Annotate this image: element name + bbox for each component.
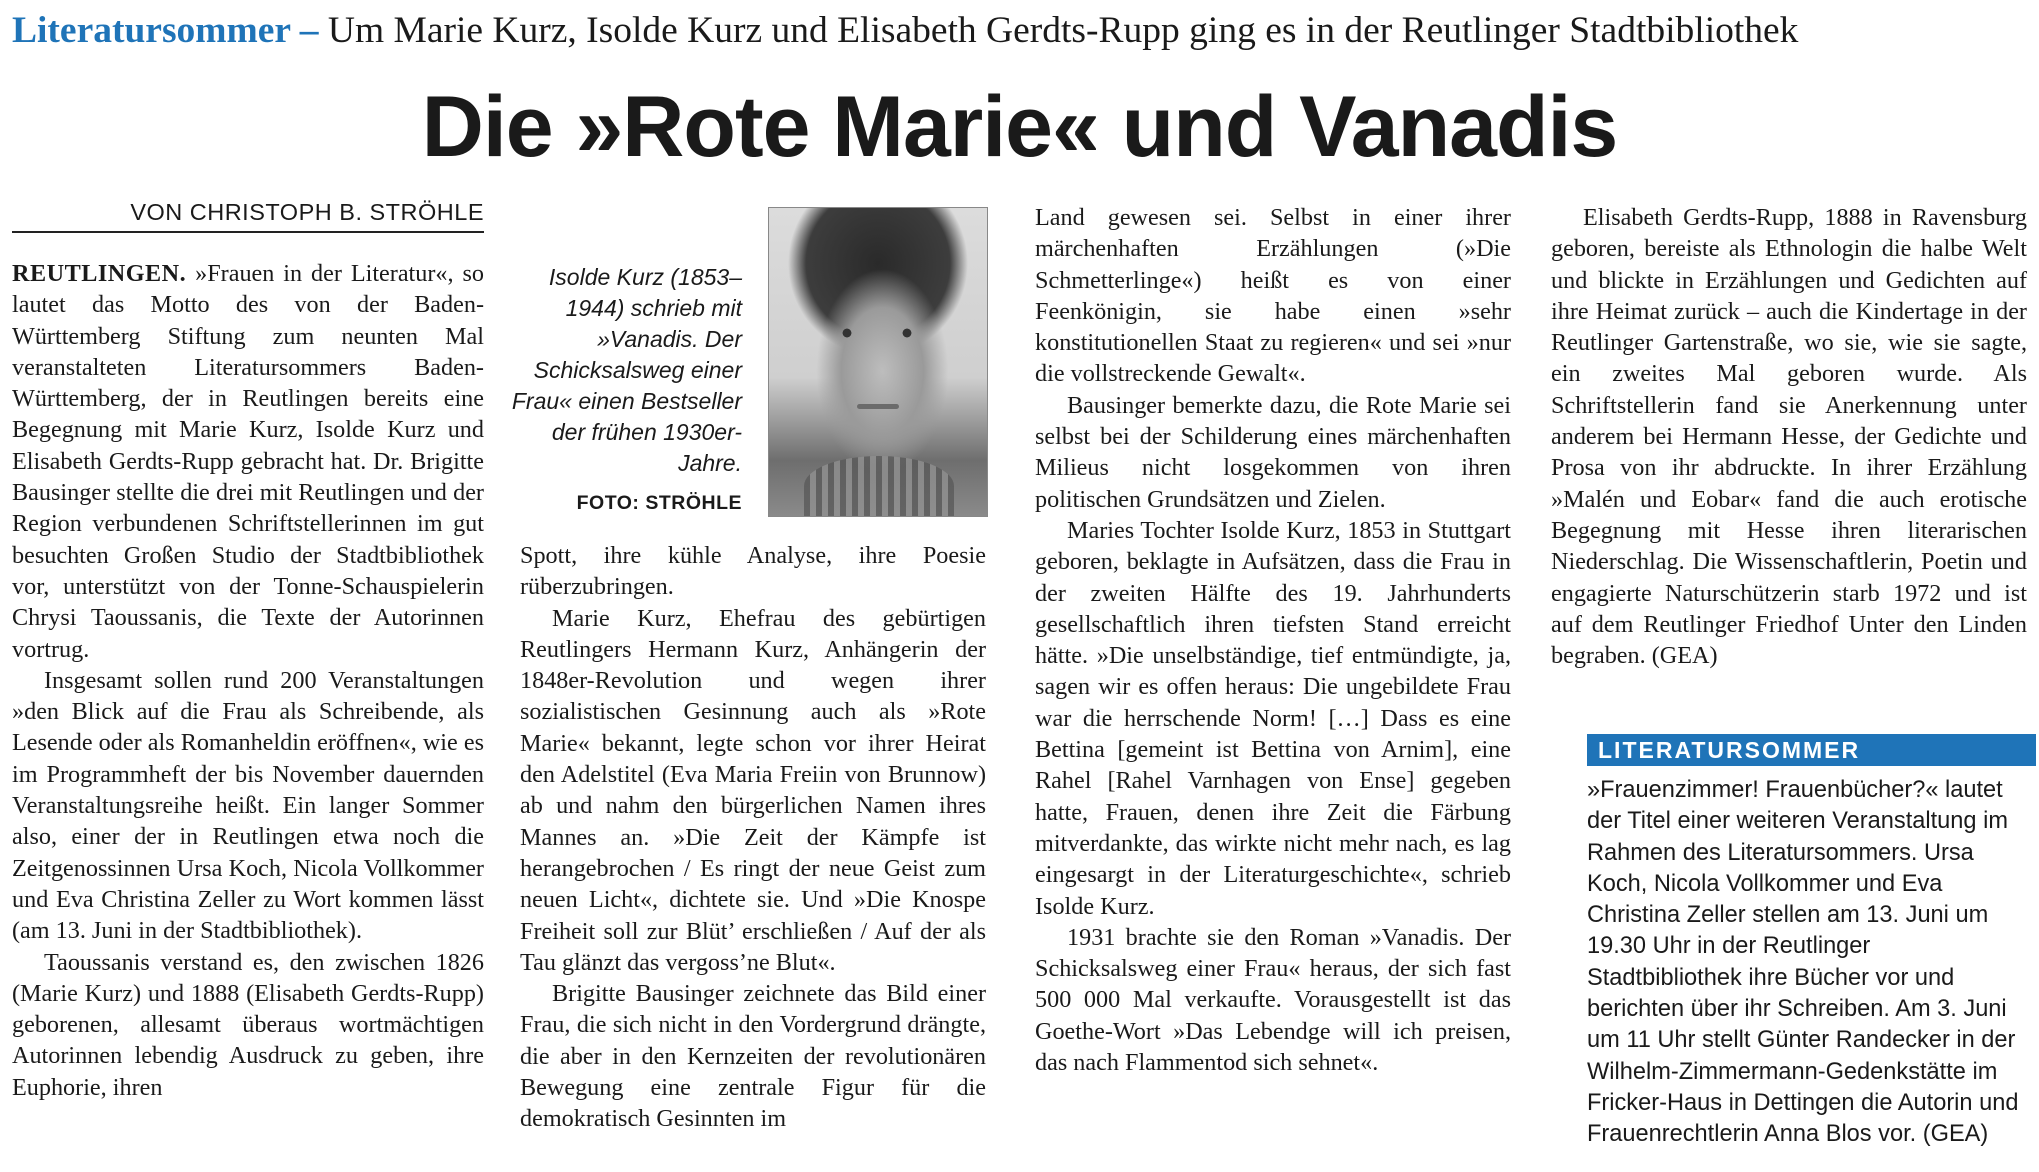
kicker-line bbox=[12, 10, 2032, 51]
paragraph: Brigitte Bausinger zeichnete das Bild einer Frau, die sich nicht in den Vordergrund drängte, die aber in den Kernzeiten der revolutionären Bewegung eine zentrale Figur für die demokratisch Gesinnten im bbox=[520, 980, 986, 1133]
portrait-collar bbox=[804, 456, 954, 516]
paragraph: Marie Kurz, Ehefrau des gebürtigen Reutlingers Hermann Kurz, Anhängerin der 1848er-Revolution und wegen ihrer sozialistischen Gesinnung auch als »Rote Marie« bekannt, legte schon vor ihrer Heirat den Adelstitel (Eva Maria Freiin von Brunnow) ab und nahm den bürgerlichen Namen ihres Mannes an. »Die Zeit der Kämpfe ist herangebrochen / Es ringt der neue Geist zum neuen Licht«, dichtete sie. Und »Die Knospe Freiheit soll zur Blüt’ erschließen / Auf der als Tau glänzt das vergoss’ne Blut«. bbox=[520, 604, 986, 976]
portrait-photo bbox=[768, 207, 988, 517]
portrait-eyes bbox=[829, 326, 925, 340]
headline: Die »Rote Marie« und Vanadis bbox=[421, 79, 1618, 175]
article-column-4 bbox=[1551, 202, 2027, 702]
dateline: REUTLINGEN. bbox=[12, 260, 187, 287]
article-column-1 bbox=[12, 258, 484, 1158]
paragraph: Maries Tochter Isolde Kurz, 1853 in Stuttgart geboren, beklagte in Aufsätzen, dass die Frau in der zweiten Hälfte des 19. Jahrhunderts gesellschaftlich ihren tiefsten Stand erreicht hätte. »Die unselbständige, tief entmündigte, ja, sagen wir es offen heraus: Die ungebildete Frau war die herrschende Norm! […] Dass es eine Bettina [gemeint ist Bettina von Arnim], eine Rahel [Rahel Varnhagen von Ense] gegeben hatte, Frauen, denen ihre Zeit die Färbung mitverdankte, das wirkte nicht mehr nach, es lag eingesargt in der Literaturgeschichte«, schrieb Isolde Kurz. bbox=[1035, 516, 1511, 920]
paragraph: Bausinger bemerkte dazu, die Rote Marie sei selbst bei der Schilderung eines märchenhaften Milieus nicht losgekommen von ihren politischen Grundsätzen und Zielen. bbox=[1035, 391, 1511, 513]
paragraph: Insgesamt sollen rund 200 Veranstaltungen »den Blick auf die Frau als Schreibende, als Lesende oder als Romanheldin eröffnen«, wie es im Programmheft der bis November dauernden Veranstaltungsreihe heißt. Ein langer Sommer also, einer der in Reutlingen etwa noch die Zeitgenossinnen Ursa Koch, Nicola Vollkommer und Eva Christina Zeller zu Wort kommen lässt (am 13. Juni in der Stadtbibliothek). bbox=[12, 666, 484, 945]
paragraph: 1931 brachte sie den Roman »Vanadis. Der Schicksalsweg einer Frau« heraus, der sich fast 500 000 Mal verkaufte. Vorausgestellt ist das Goethe-Wort »Das Lebendge will ich preisen, das nach Flammentod sich sehnet«. bbox=[1035, 923, 1511, 1077]
kicker-text: Um Marie Kurz, Isolde Kurz und Elisabeth Gerdts-Rupp ging es in der Reutlinger Stadtbibliothek bbox=[318, 10, 1799, 51]
byline: VON CHRISTOPH B. STRÖHLE bbox=[12, 199, 484, 233]
infobox-text: »Frauenzimmer! Frauenbücher?« lautet der Titel einer weiteren Veranstaltung im Rahmen des Literatursommers. Ursa Koch, Nicola Vollkommer und Eva Christina Zeller stellen am 13. Juni um 19.30 Uhr in der Reutlinger Stadtbibliothek ihre Bücher vor und berichten über ihr Schreiben. Am 3. Juni um 11 Uhr stellt Günter Randecker in der Wilhelm-Zimmermann-Gedenkstätte im Fricker-Haus in Dettingen die Autorin und Frauenrechtlerin Anna Blos vor. (GEA) bbox=[1587, 777, 2019, 1148]
portrait-mouth bbox=[857, 404, 899, 409]
rubric-label: Literatursommer – bbox=[12, 10, 319, 51]
photo-caption: Isolde Kurz (1853–1944) schrieb mit »Vanadis. Der Schicksalsweg einer Frau« einen Bestseller der frühen 1930er-Jahre. bbox=[511, 264, 742, 476]
paragraph: Taoussanis verstand es, den zwischen 1826 (Marie Kurz) und 1888 (Elisabeth Gerdts-Rupp) geborenen, allesamt überaus wortmächtigen Autorinnen lebendig Ausdruck zu geben, ihre Euphorie, ihren bbox=[12, 948, 484, 1101]
paragraph: Spott, ihre kühle Analyse, ihre Poesie rüberzubringen. bbox=[520, 542, 986, 601]
photo-credit: FOTO: STRÖHLE bbox=[576, 492, 742, 514]
paragraph: Elisabeth Gerdts-Rupp, 1888 in Ravensburg geboren, bereiste als Ethnologin die halbe Welt und blickte in Erzählungen und Gedichten auf ihre Heimat zurück – auch die Kindertage in der Reutlinger Gartenstraße, wo sie, wie sie sagte, ein zweites Mal geboren wurde. Als Schriftstellerin fand sie Anerkennung unter anderem bei Hermann Hesse, der Gedichte und Prosa von ihr abdruckte. In ihrer Erzählung »Malén und Eobar« fand die auch erotische Begegnung mit Hesse ihren literarischen Niederschlag. Die Wissenschaftlerin, Poetin und engagierte Naturschützerin starb 1972 und ist auf dem Reutlinger Friedhof Unter den Linden begraben. (GEA) bbox=[1551, 204, 2027, 670]
infobox-title: LITERATURSOMMER bbox=[1587, 734, 2036, 766]
paragraph: Land gewesen sei. Selbst in einer ihrer märchenhaften Erzählungen (»Die Schmetterlinge«) heißt es von einer Feenkönigin, sie habe einen »sehr konstitutionellen Staat zu regieren« und sei »nur die vollstreckende Gewalt«. bbox=[1035, 204, 1511, 388]
paragraph: REUTLINGEN. »Frauen in der Literatur«, so lautet das Motto des von der Baden-Württemberg Stiftung zum neunten Mal veranstalteten Literatursommers Baden-Württemberg, der in Reutlingen bereits eine Begegnung mit Marie Kurz, Isolde Kurz und Elisabeth Gerdts-Rupp gebracht hat. Dr. Brigitte Bausinger stellte die drei mit Reutlingen und der Region verbundenen Schriftstellerinnen im gut besuchten Großen Studio der Stadtbibliothek vor, unterstützt von der Tonne-Schauspielerin Chrysi Taoussanis, die Texte der Autorinnen vortrug. bbox=[12, 260, 484, 663]
article-column-2 bbox=[520, 540, 986, 1160]
article-column-3 bbox=[1035, 202, 1511, 1158]
